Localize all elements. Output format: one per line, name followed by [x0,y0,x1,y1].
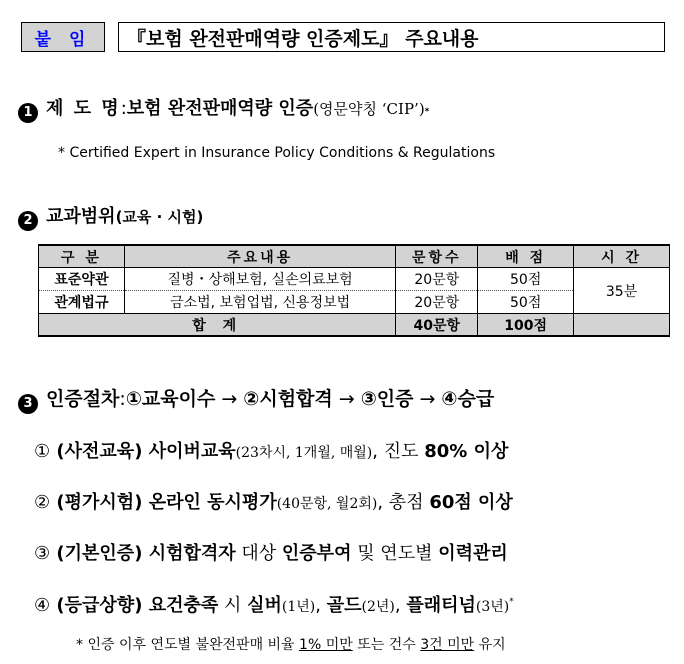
row-score: 50점 [478,268,574,291]
row-questions: 20문항 [396,291,478,314]
section2-label: 교과범위 [46,206,116,227]
total-label: 합 계 [39,314,396,337]
table-row [39,268,670,291]
row-content: 질병・상해보험, 실손의료보험 [124,268,396,291]
level-silver: 실버 [247,595,282,616]
attachment-badge: 붙 임 [21,22,105,52]
section1-sup: * [424,107,430,117]
level-duration: (1년) [281,599,316,615]
bullet-2: 2 [18,211,38,231]
document-title: 『보험 완전판매역량 인증제도』 주요내용 [118,22,665,52]
step-text: 대상 [235,543,282,564]
flow-step-2: ②시험합격 [243,388,333,410]
row-time: 35분 [574,268,670,314]
footnote-count: 3건 미만 [420,637,475,653]
flow-step-1: ①교육이수 [125,388,216,410]
row-category: 표준약관 [39,268,125,291]
total-questions: 40문항 [396,314,478,337]
step-tag: (사전교육) [56,441,143,462]
step-text: 시 [218,595,248,616]
step-text: , 진도 [372,441,425,462]
level-gold: 골드 [326,595,362,616]
section-scope [18,202,203,229]
table-header-row [39,245,670,268]
section1-name: 보험 완전판매역량 인증 [126,98,314,119]
step-emphasis: 이력관리 [438,543,508,564]
step-main: 요건충족 [148,595,219,616]
step-emphasis: 80% 이상 [424,441,509,462]
footnote-text: * 인증 이후 연도별 불완전판매 비율 [76,637,300,653]
th-score: 배 점 [478,245,574,268]
flow-arrow: → [419,388,436,410]
table-total-row [39,314,670,337]
row-score: 50점 [478,291,574,314]
step-emphasis: 60점 이상 [429,492,513,513]
section3-colon: : [119,388,126,410]
th-content: 주요내용 [124,245,396,268]
step-main: 시험합격자 [148,543,236,564]
level-duration: (2년) [361,599,395,615]
step-number: ② [34,492,51,513]
step-item: ④ (등급상향) 요건충족 시 실버(1년), 골드(2년), 플래티넘(3년)* [34,595,514,616]
header [21,22,665,52]
flow-step-4: ④승급 [441,388,495,410]
bullet-3: 3 [18,394,38,414]
footnote-text: 또는 건수 [352,637,421,653]
step-tag: (기본인증) [56,543,143,564]
step-detail: (40문항, 월2회) [276,496,378,512]
step-main-2: 인증부여 [281,543,352,564]
row-content: 금소법, 보험업법, 신용정보법 [124,291,396,314]
step-text: , 총점 [377,492,430,513]
step-main: 사이버교육 [148,441,236,462]
step-item [34,539,508,565]
curriculum-table [38,244,670,337]
flow-arrow: → [221,388,238,410]
flow-arrow: → [338,388,355,410]
step-detail: (23차시, 1개월, 매월) [235,445,373,461]
level-platinum: 플래티넘 [406,595,476,616]
section1-note: * Certified Expert in Insurance Policy Conditions & Regulations [58,145,496,161]
footnote [76,634,506,654]
th-questions: 문항수 [396,245,478,268]
section1-abbr: (영문약칭 ‘CIP’) [313,100,425,118]
flow-step-3: ③인증 [360,388,414,410]
total-score: 100점 [478,314,574,337]
bullet-1: 1 [18,103,38,123]
th-time: 시 간 [574,245,670,268]
section2-sub: (교육 · 시험) [115,208,204,226]
th-category: 구 분 [39,245,125,268]
section-system-name [18,94,429,121]
step-sup: * [509,597,514,607]
step-item [34,437,508,463]
step-main: 온라인 동시평가 [148,492,277,513]
section1-colon: : [120,98,127,119]
step-number: ④ [34,595,51,616]
step-number: ③ [34,543,51,564]
step-text: 및 연도별 [351,543,439,564]
row-questions: 20문항 [396,268,478,291]
footnote-ratio: 1% 미만 [299,637,353,653]
level-duration: (3년) [475,599,510,615]
section-process [18,384,494,412]
step-tag: (평가시험) [56,492,143,513]
footnote-text: 유지 [474,637,506,653]
section1-label: 제 도 명 [46,98,121,119]
section3-label: 인증절차 [46,388,120,410]
row-category: 관계법규 [39,291,125,314]
step-number: ① [34,441,51,462]
step-item [34,488,513,514]
step-tag: (등급상향) [56,595,143,616]
total-time-empty [574,314,670,337]
